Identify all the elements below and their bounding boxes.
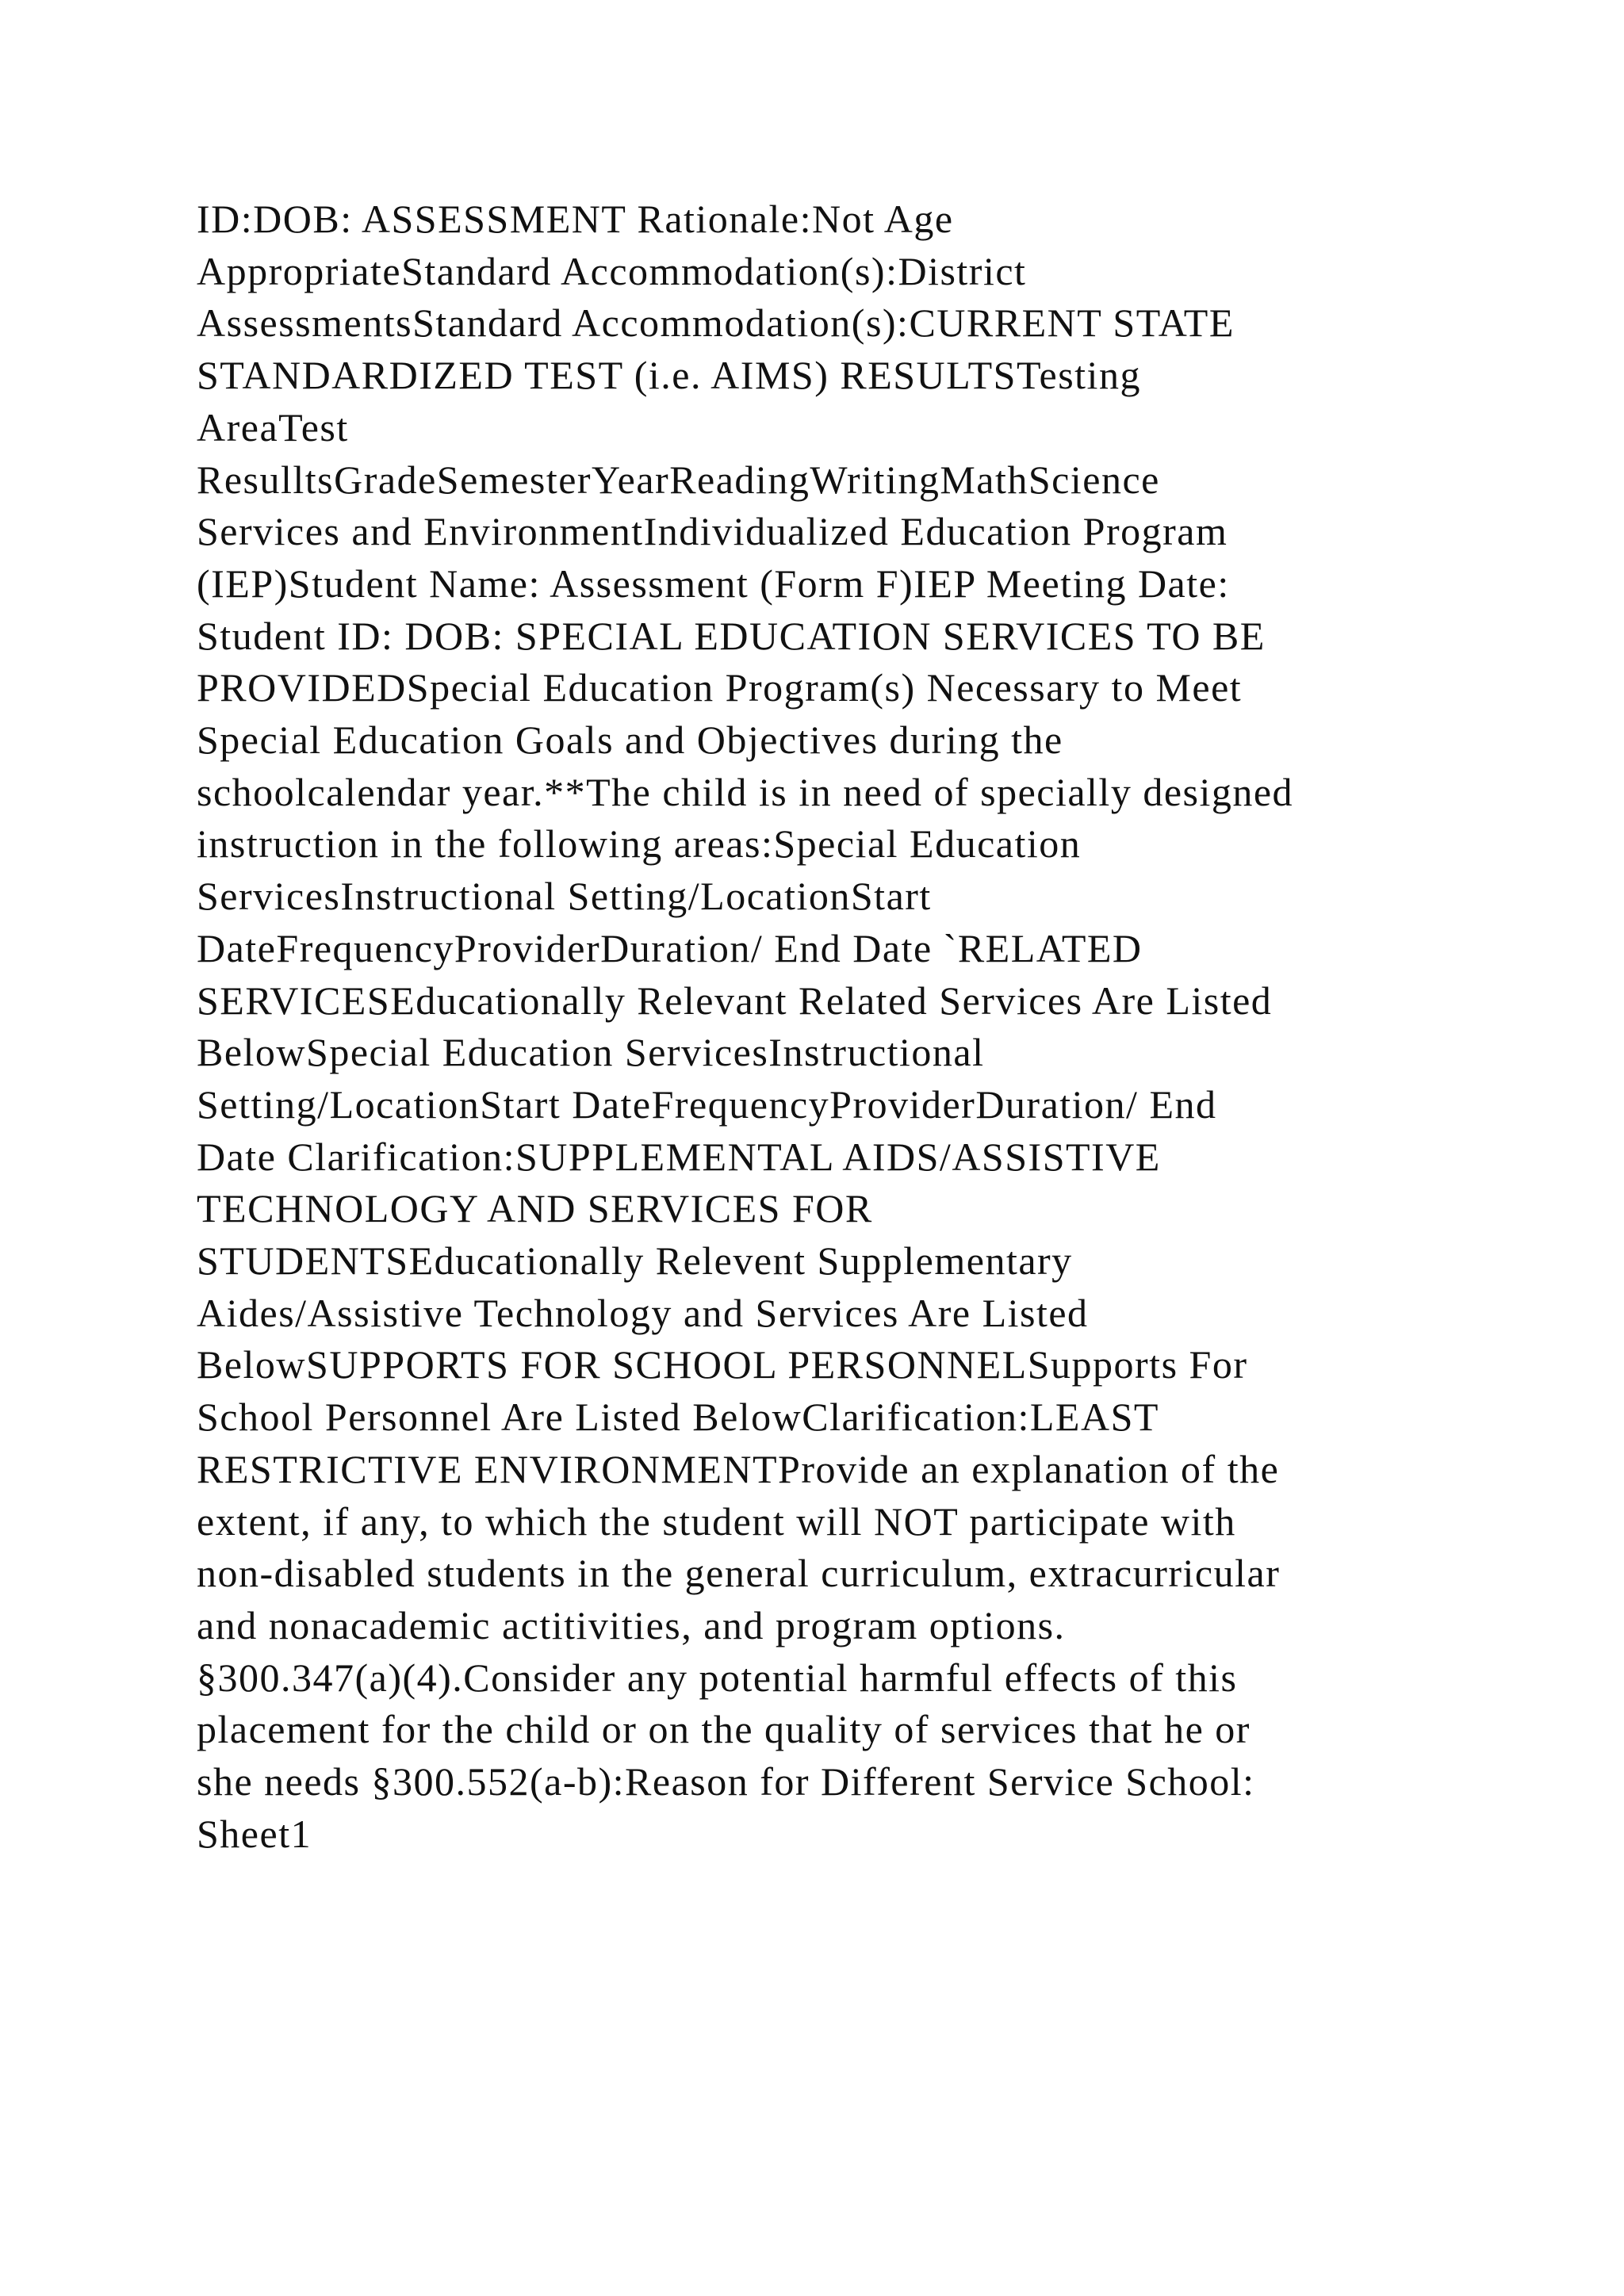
text-line: Services and EnvironmentIndividualized Education Program [197,509,1228,554]
text-line: §300.347(a)(4).Consider any potential harmful effects of this [197,1655,1238,1700]
text-line: BelowSpecial Education ServicesInstructional [197,1030,985,1075]
text-line: schoolcalendar year.**The child is in need of specially designed [197,769,1294,814]
document-body-text [197,193,1481,1861]
text-line: STUDENTSEducationally Relevent Supplementary [197,1238,1073,1284]
text-line: and nonacademic actitivities, and program options. [197,1602,1066,1647]
text-line: Sheet1 [197,1811,312,1856]
text-line: BelowSUPPORTS FOR SCHOOL PERSONNELSupports For [197,1342,1248,1387]
text-line: Setting/LocationStart DateFrequencyProviderDuration/ End [197,1081,1217,1127]
text-line: (IEP)Student Name: Assessment (Form F)IEP Meeting Date: [197,561,1230,606]
text-line: ServicesInstructional Setting/LocationStart [197,874,932,919]
text-line: Aides/Assistive Technology and Services Are Listed [197,1290,1089,1335]
text-line: AssessmentsStandard Accommodation(s):CURRENT STATE [197,300,1235,346]
text-line: AreaTest [197,404,349,450]
text-line: non-disabled students in the general curriculum, extracurricular [197,1551,1281,1596]
text-line: STANDARDIZED TEST (i.e. AIMS) RESULTSTesting [197,353,1141,398]
text-line: TECHNOLOGY AND SERVICES FOR [197,1186,873,1231]
text-line: instruction in the following areas:Special Education [197,821,1082,867]
text-line: extent, if any, to which the student will NOT participate with [197,1498,1236,1544]
text-line: Student ID: DOB: SPECIAL EDUCATION SERVICES TO BE [197,613,1266,658]
text-line: placement for the child or on the quality of services that he or [197,1707,1251,1752]
text-line: ID:DOB: ASSESSMENT Rationale:Not Age [197,197,954,241]
text-line: AppropriateStandard Accommodation(s):District [197,248,1027,293]
text-line: School Personnel Are Listed BelowClarification:LEAST [197,1395,1159,1440]
text-line: DateFrequencyProviderDuration/ End Date `RELATED [197,925,1143,970]
text-line: Date Clarification:SUPPLEMENTAL AIDS/ASSISTIVE [197,1134,1161,1179]
text-line: SERVICESEducationally Relevant Related Services Are Listed [197,978,1273,1023]
text-line: she needs §300.552(a-b):Reason for Different Service School: [197,1759,1255,1804]
text-line: ResulltsGradeSemesterYearReadingWritingMathScience [197,457,1160,502]
text-line: RESTRICTIVE ENVIRONMENTProvide an explanation of the [197,1446,1280,1491]
text-line: Special Education Goals and Objectives during the [197,718,1063,763]
text-line: PROVIDEDSpecial Education Program(s) Necessary to Meet [197,665,1243,710]
